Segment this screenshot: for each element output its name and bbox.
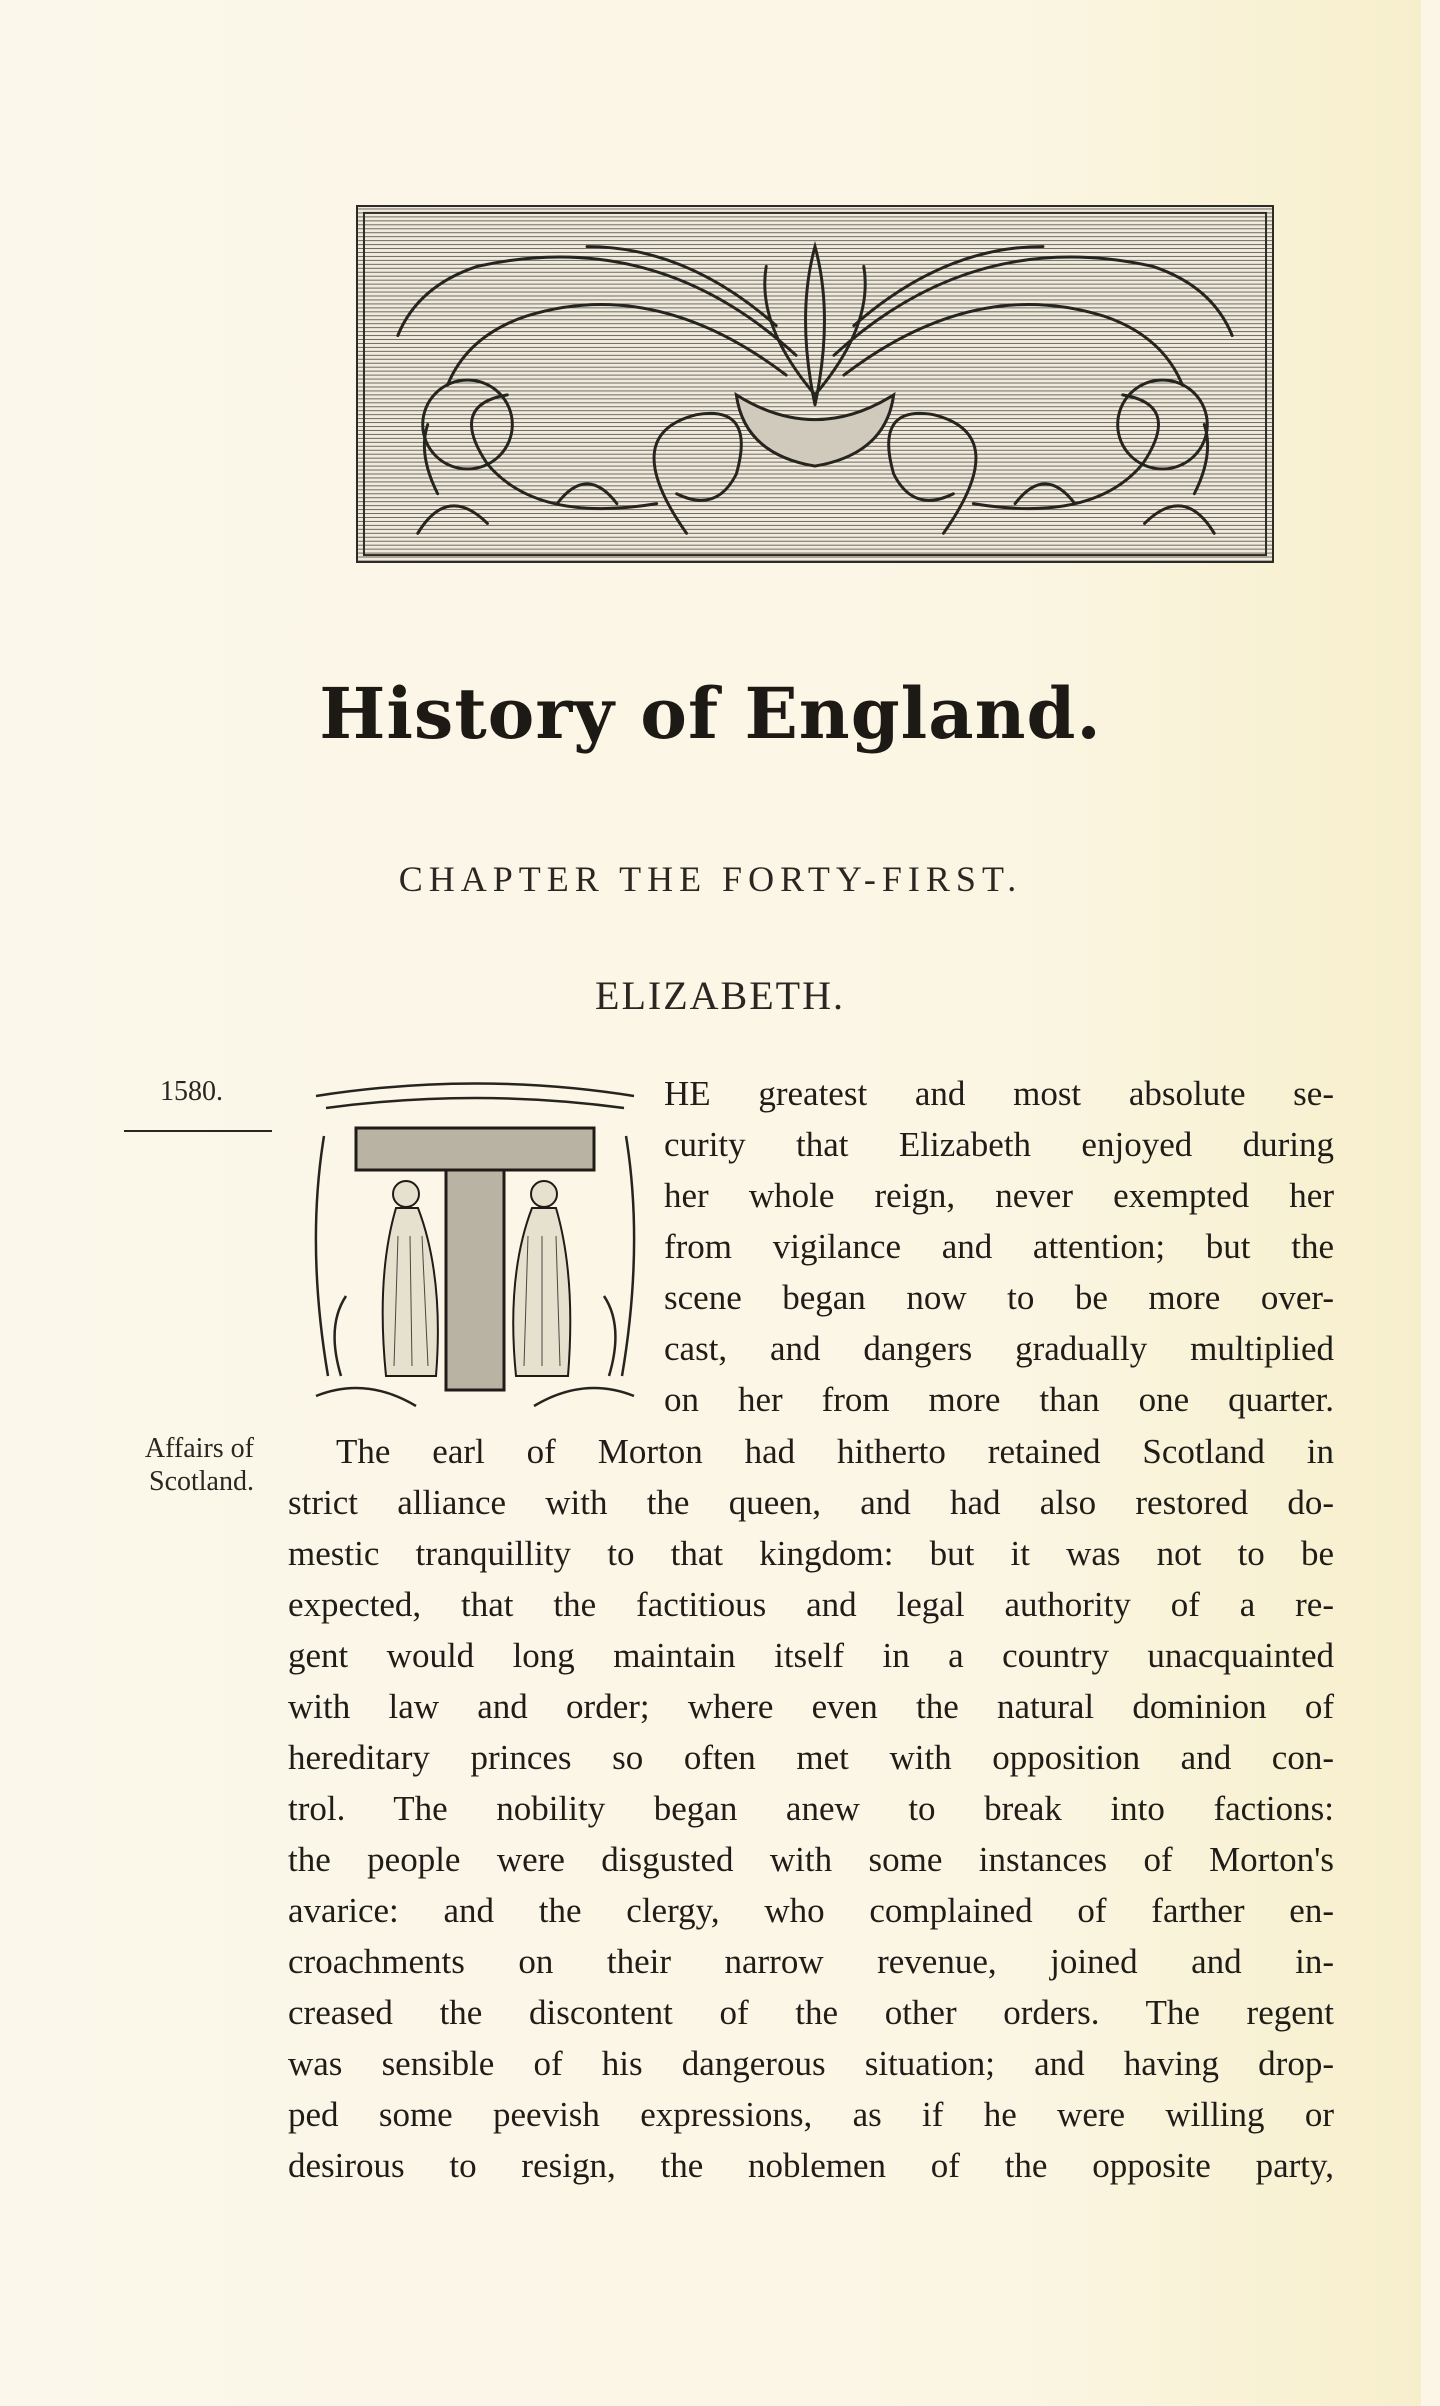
text-line: hereditary princes so often met with opposition and con-	[288, 1738, 1334, 1777]
text-line: desirous to resign, the noblemen of the opposite party,	[288, 2146, 1334, 2185]
text-line: strict alliance with the queen, and had also restored do-	[288, 1483, 1334, 1522]
text-line: The earl of Morton had hitherto retained Scotland in	[336, 1432, 1334, 1471]
text-line: ped some peevish expressions, as if he were willing or	[288, 2095, 1334, 2134]
text-line: croachments on their narrow revenue, joined and in-	[288, 1942, 1334, 1981]
text-line: creased the discontent of the other orders. The regent	[288, 1993, 1334, 2032]
margin-year: 1580.	[160, 1076, 223, 1107]
text-line: trol. The nobility began anew to break into factions:	[288, 1789, 1334, 1828]
text-line: avarice: and the clergy, who complained of farther en-	[288, 1891, 1334, 1930]
text-line: the people were disgusted with some instances of Morton's	[288, 1840, 1334, 1879]
sovereign-heading: ELIZABETH.	[595, 973, 845, 1018]
text-line: curity that Elizabeth enjoyed during	[664, 1125, 1334, 1164]
text-line: with law and order; where even the natural dominion of	[288, 1687, 1334, 1726]
text-line: scene began now to be more over-	[664, 1278, 1334, 1317]
text-line: mestic tranquillity to that kingdom: but it was not to be	[288, 1534, 1334, 1573]
decorated-initial	[306, 1076, 644, 1416]
chapter-heading: CHAPTER THE FORTY-FIRST.	[398, 859, 1023, 899]
book-title: History of England.	[319, 672, 1102, 755]
text-line: was sensible of his dangerous situation; and having drop-	[288, 2044, 1334, 2083]
text-line: on her from more than one quarter.	[664, 1380, 1334, 1419]
text-line: gent would long maintain itself in a country unacquainted	[288, 1636, 1334, 1675]
ornamental-headpiece	[356, 205, 1274, 563]
text-line: from vigilance and attention; but the	[664, 1227, 1334, 1266]
margin-note-line: Affairs of	[144, 1433, 254, 1464]
text-line: HE greatest and most absolute se-	[664, 1074, 1334, 1113]
text-line: her whole reign, never exempted her	[664, 1176, 1334, 1215]
margin-rule	[124, 1130, 272, 1132]
text-line: cast, and dangers gradually multiplied	[664, 1329, 1334, 1368]
text-line: expected, that the factitious and legal authority of a re-	[288, 1585, 1334, 1624]
margin-note	[104, 1432, 254, 1498]
margin-note-line: Scotland.	[149, 1466, 254, 1497]
